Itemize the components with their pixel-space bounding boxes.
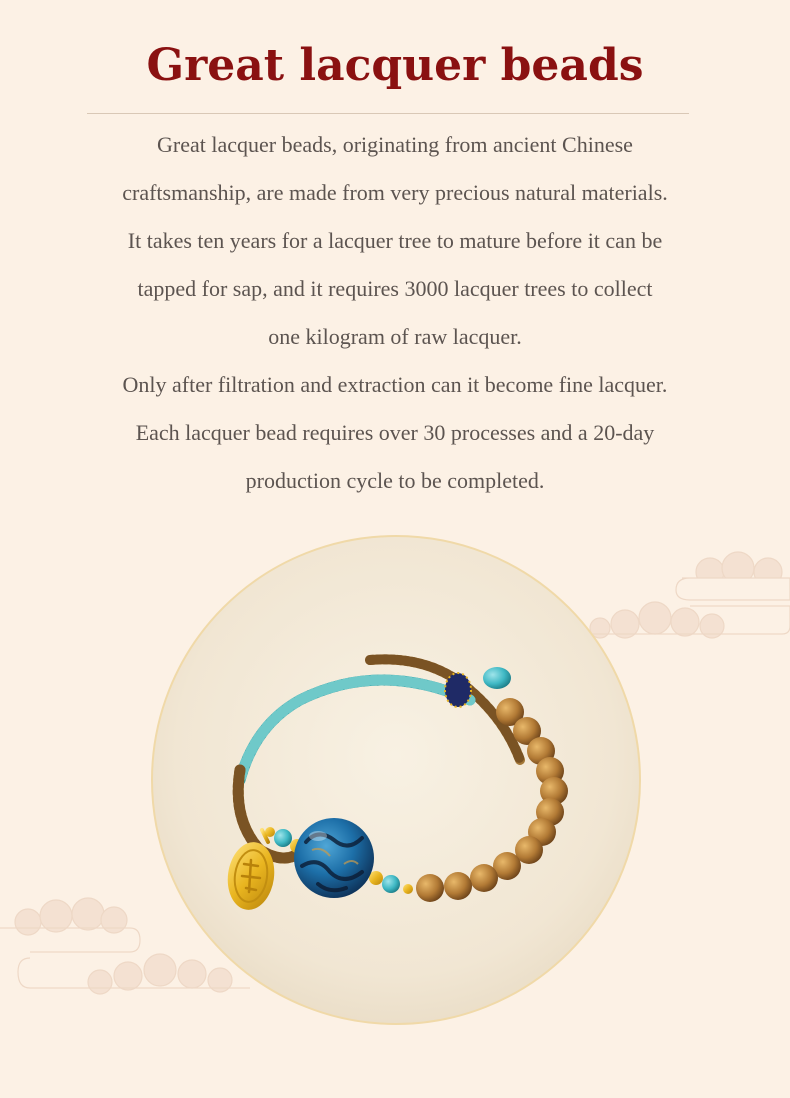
description-line: production cycle to be completed. — [245, 468, 545, 493]
description-line: tapped for sap, and it requires 3000 lacquer trees to collect — [137, 276, 653, 301]
description-line: Only after filtration and extraction can it become fine lacquer. — [122, 372, 668, 397]
description-line: It takes ten years for a lacquer tree to mature before it can be — [127, 228, 663, 253]
description-line: craftsmanship, are made from very precious natural materials. — [122, 180, 668, 205]
page-title: Great lacquer beads — [146, 40, 644, 91]
description-line: one kilogram of raw lacquer. — [268, 324, 522, 349]
photo-backdrop-circle — [152, 536, 640, 1024]
description-line: Great lacquer beads, originating from ancient Chinese — [157, 132, 633, 157]
description-line: Each lacquer bead requires over 30 processes and a 20-day — [135, 420, 655, 445]
